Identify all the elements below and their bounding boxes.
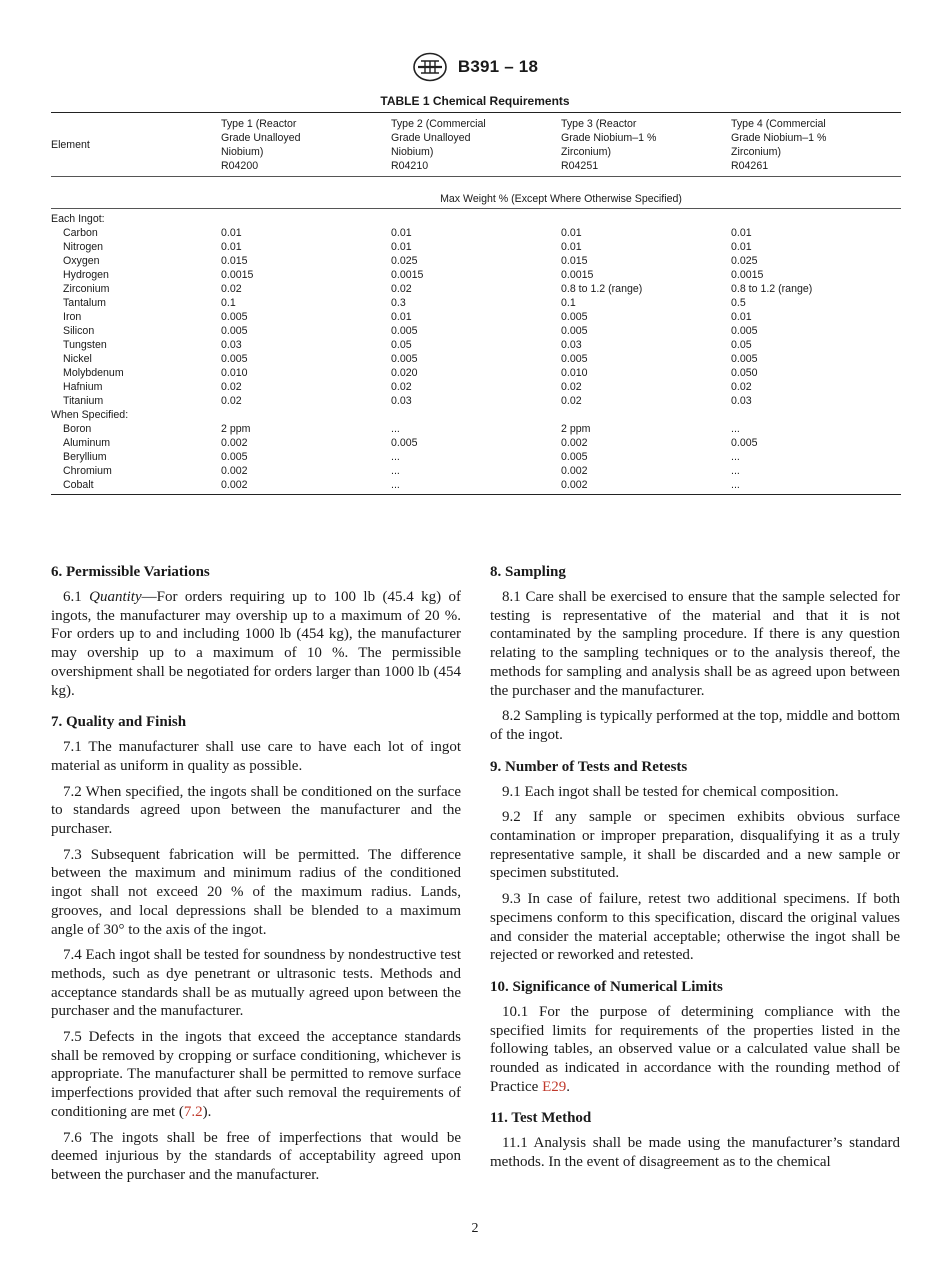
element-name-cell: Molybdenum [63, 367, 124, 379]
paragraph: 7.5 Defects in the ingots that exceed the acceptance standards shall be removed by cropping or surface conditioning, whichever is appropriate. The manufacturer shall be permitted to remove surface imperfections provided that after such removal the requirements of conditioning are met (7.2). [51, 1029, 461, 1120]
section-9 [490, 758, 900, 965]
value-cell: 0.01 [731, 311, 752, 323]
element-name-cell: Nickel [63, 353, 92, 365]
value-cell: 0.8 to 1.2 (range) [731, 283, 813, 295]
value-cell: 0.05 [731, 339, 752, 351]
table-row [51, 464, 901, 478]
value-cell: ... [731, 423, 740, 435]
section-10 [490, 978, 900, 1097]
section-8 [490, 563, 900, 745]
value-cell: 0.005 [731, 437, 758, 449]
column-header: Type 4 (Commercial Grade Niobium–1 % Zirconium) R04261 [731, 113, 901, 177]
group-label-row [51, 408, 901, 422]
group-label-row [51, 209, 901, 227]
paragraph: 9.2 If any sample or specimen exhibits obvious surface contamination or improper preparation, disqualifying it as a truly representative sample, it shall be discarded and a new sample or specimen substituted. [490, 809, 900, 882]
value-cell: 0.002 [221, 437, 248, 449]
table-row [51, 338, 901, 352]
units-row: Max Weight % (Except Where Otherwise Specified) [51, 177, 901, 209]
value-cell: 0.01 [391, 311, 412, 323]
value-cell: 0.02 [561, 381, 582, 393]
value-cell: 0.01 [561, 227, 582, 239]
cross-reference-link[interactable]: 7.2 [183, 1103, 203, 1120]
value-cell: 0.0015 [391, 269, 424, 281]
value-cell: 2 ppm [561, 423, 591, 435]
column-header: Type 3 (Reactor Grade Niobium–1 % Zirconium) R04251 [561, 113, 731, 177]
element-name-cell: Nitrogen [63, 241, 104, 253]
table-row [51, 268, 901, 282]
value-cell: 0.01 [221, 227, 242, 239]
table-row [51, 240, 901, 254]
value-cell: 0.020 [391, 367, 418, 379]
value-cell: 0.005 [391, 353, 418, 365]
element-name-cell: Tungsten [63, 339, 107, 351]
table-header-row [51, 113, 901, 177]
value-cell: 0.8 to 1.2 (range) [561, 283, 643, 295]
section-6 [51, 563, 461, 700]
value-cell: 0.005 [561, 353, 588, 365]
value-cell: 0.015 [561, 255, 588, 267]
value-cell: 0.01 [561, 241, 582, 253]
paragraph: 7.6 The ingots shall be free of imperfections that would be deemed injurious by the standards of acceptability agreed upon between the purchaser and the manufacturer. [51, 1129, 461, 1183]
value-cell: 0.025 [391, 255, 418, 267]
table-row [51, 296, 901, 310]
value-cell: 0.025 [731, 255, 758, 267]
right-text-column [490, 563, 900, 1179]
value-cell: 0.002 [561, 437, 588, 449]
value-cell: 0.002 [221, 465, 248, 477]
paragraph: 7.2 When specified, the ingots shall be conditioned on the surface to standards agreed upon between the manufacturer and the purchaser. [51, 783, 461, 838]
value-cell: 0.02 [731, 381, 752, 393]
value-cell: 0.02 [391, 381, 412, 393]
element-name-cell: Silicon [63, 325, 95, 337]
value-cell: 0.005 [221, 311, 248, 323]
section-heading: 11. Test Method [490, 1110, 592, 1127]
value-cell: 0.01 [391, 227, 412, 239]
value-cell: 0.0015 [561, 269, 594, 281]
value-cell: 0.02 [221, 381, 242, 393]
value-cell: ... [391, 478, 561, 495]
paragraph: 8.1 Care shall be exercised to ensure that the sample selected for testing is representative of the material and that it is not contaminated by the sampling procedure. If there is any question relating to the sampling techniques or to the analysis thereof, the methods for sampling and analysis shall be as agreed upon between the purchaser and the manufacturer. [490, 589, 900, 699]
value-cell: 0.03 [731, 395, 752, 407]
value-cell: 0.005 [391, 325, 418, 337]
element-name-cell: Hafnium [63, 381, 103, 393]
value-cell: 0.03 [221, 339, 242, 351]
value-cell: 0.002 [561, 465, 588, 477]
value-cell: 0.02 [221, 283, 242, 295]
element-name-cell: Boron [63, 423, 92, 435]
value-cell: ... [391, 451, 400, 463]
page-number: 2 [471, 1221, 479, 1236]
section-heading: 7. Quality and Finish [51, 714, 187, 731]
element-name-cell: Tantalum [63, 297, 106, 309]
document-designation: B391 – 18 [457, 57, 539, 76]
table-row [51, 478, 901, 495]
section-heading: 10. Significance of Numerical Limits [490, 978, 723, 995]
practice-e29-link[interactable]: E29 [542, 1078, 567, 1095]
table-row [51, 282, 901, 296]
table-row [51, 422, 901, 436]
element-name-cell: Hydrogen [63, 269, 109, 281]
element-name-cell: Zirconium [63, 283, 110, 295]
value-cell: 0.1 [561, 297, 576, 309]
value-cell: ... [391, 423, 400, 435]
left-text-column [51, 563, 461, 1192]
value-cell: ... [391, 465, 400, 477]
table-row [51, 324, 901, 338]
table-row [51, 394, 901, 408]
table-title: TABLE 1 Chemical Requirements [380, 94, 570, 108]
element-name-cell: Oxygen [63, 255, 100, 267]
value-cell: 0.005 [561, 451, 588, 463]
value-cell: 0.010 [561, 367, 588, 379]
value-cell: 0.03 [561, 339, 582, 351]
value-cell: 0.005 [221, 353, 248, 365]
value-cell: 2 ppm [221, 423, 251, 435]
table-body [51, 209, 901, 495]
table-row [51, 436, 901, 450]
element-name-cell: Carbon [63, 227, 98, 239]
table-row [51, 310, 901, 324]
value-cell: 0.1 [221, 297, 236, 309]
element-name-cell: Chromium [63, 465, 112, 477]
value-cell: 0.5 [731, 297, 746, 309]
paragraph: 7.3 Subsequent fabrication will be permitted. The difference between the maximum and minimum radius of the conditioned ingot shall not exceed 20 % of the maximum radius. Lands, grooves, and local depressions shall be blended to a maximum angle of 30° to the axis of the ingot. [51, 846, 461, 938]
paragraph: 9.3 In case of failure, retest two additional specimens. If both specimens conform to this specification, discard the original values and consider the material acceptable; otherwise the ingot shall be rejected or reworked and retested. [490, 891, 900, 964]
value-cell: 0.0015 [221, 269, 254, 281]
value-cell: 0.002 [221, 478, 391, 495]
value-cell: 0.005 [731, 353, 758, 365]
value-cell: 0.050 [731, 367, 758, 379]
value-cell: ... [731, 451, 740, 463]
paragraph: 7.4 Each ingot shall be tested for soundness by nondestructive test methods, such as dye penetrant or ultrasonic tests. Methods and acceptance standards shall be as mutually agreed upon between the purchaser and the manufacturer. [51, 947, 461, 1020]
element-name-cell: Aluminum [63, 437, 111, 449]
value-cell: 0.015 [221, 255, 248, 267]
paragraph: 10.1 For the purpose of determining compliance with the specified limits for requirements of the properties listed in the following tables, an observed value or a calculated value shall be rounded as indicated in accordance with the rounding method of Practice E29. [490, 1003, 900, 1095]
element-name-cell: Cobalt [51, 478, 221, 495]
paragraph: 6.1 Quantity—For orders requiring up to 100 lb (45.4 kg) of ingots, the manufacturer may overship up to a maximum of 20 %. For orders up to and including 1000 lb (454 kg), the manufacturer may overship up to a maximum of 10 %. The permissible overshipment shall be negotiated for orders larger than 1000 lb (454 kg). [51, 589, 461, 699]
paragraph: 7.1 The manufacturer shall use care to have each lot of ingot material as uniform in quality as possible. [51, 739, 461, 774]
group-label: Each Ingot: [51, 213, 105, 225]
value-cell: 0.01 [731, 227, 752, 239]
section-7 [51, 713, 461, 1184]
value-cell: 0.005 [221, 325, 248, 337]
value-cell: 0.010 [221, 367, 248, 379]
value-cell: 0.01 [731, 241, 752, 253]
section-heading: 6. Permissible Variations [51, 564, 210, 580]
value-cell: 0.005 [391, 437, 418, 449]
element-name-cell: Beryllium [63, 451, 107, 463]
value-cell: 0.01 [221, 241, 242, 253]
section-11 [490, 1109, 900, 1171]
value-cell: 0.3 [391, 297, 406, 309]
column-header: Type 1 (Reactor Grade Unalloyed Niobium) R04200 [221, 113, 391, 177]
paragraph: 9.1 Each ingot shall be tested for chemical composition. [502, 783, 839, 800]
value-cell: 0.02 [221, 395, 242, 407]
value-cell: 0.02 [391, 283, 412, 295]
value-cell: ... [731, 465, 740, 477]
value-cell: 0.02 [561, 395, 582, 407]
table-row [51, 352, 901, 366]
element-name-cell: Iron [63, 311, 82, 323]
paragraph: 11.1 Analysis shall be made using the manufacturer’s standard methods. In the event of disagreement as to the chemical [490, 1135, 900, 1171]
section-heading: 9. Number of Tests and Retests [490, 758, 688, 775]
column-header: Element [51, 113, 221, 177]
table-row [51, 254, 901, 268]
value-cell: 0.002 [561, 478, 731, 495]
value-cell: ... [731, 478, 901, 495]
value-cell: 0.0015 [731, 269, 764, 281]
group-label: When Specified: [51, 409, 129, 421]
value-cell: 0.01 [391, 241, 412, 253]
chemical-requirements-table [51, 112, 901, 495]
section-heading: 8. Sampling [490, 564, 566, 580]
value-cell: 0.005 [221, 451, 248, 463]
table-row [51, 366, 901, 380]
value-cell: 0.05 [391, 339, 412, 351]
value-cell: 0.005 [561, 325, 588, 337]
table-row [51, 226, 901, 240]
column-header: Type 2 (Commercial Grade Unalloyed Niobium) R04210 [391, 113, 561, 177]
astm-logo-icon [412, 52, 448, 82]
table-row [51, 380, 901, 394]
element-name-cell: Titanium [63, 395, 104, 407]
document-header [0, 52, 950, 82]
paragraph: 8.2 Sampling is typically performed at the top, middle and bottom of the ingot. [490, 708, 900, 743]
table-row [51, 450, 901, 464]
value-cell: 0.005 [731, 325, 758, 337]
value-cell: 0.03 [391, 395, 412, 407]
value-cell: 0.005 [561, 311, 588, 323]
